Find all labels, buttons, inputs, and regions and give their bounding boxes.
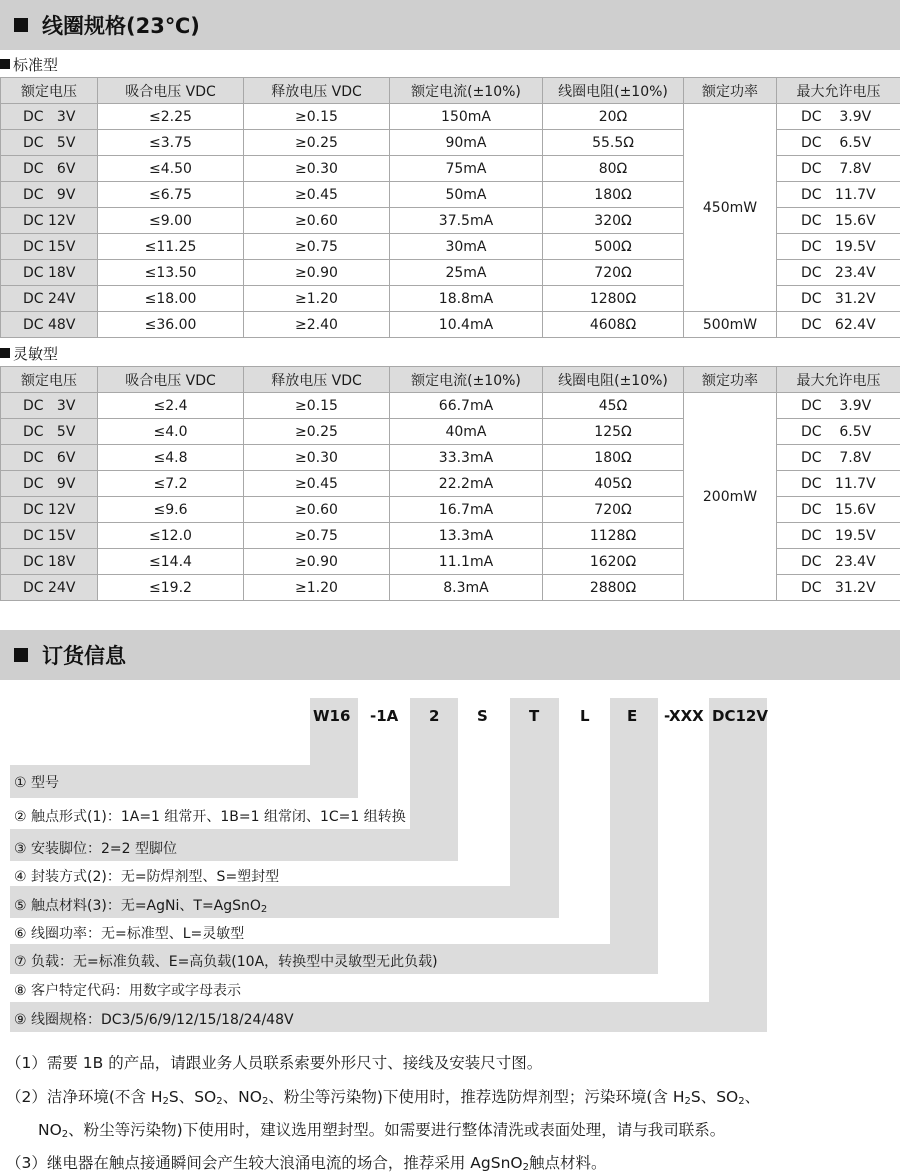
rated-voltage-cell: DC 9V	[1, 471, 98, 497]
rated-current-cell: 33.3mA	[390, 445, 543, 471]
column-header: 线圈电阻(±10%)	[543, 367, 684, 393]
code-bar-7	[610, 698, 658, 974]
pickup-voltage-cell: ≤6.75	[98, 182, 244, 208]
rated-current-cell: 75mA	[390, 156, 543, 182]
rated-voltage-cell: DC 5V	[1, 419, 98, 445]
release-voltage-cell: ≥0.45	[244, 182, 390, 208]
release-voltage-cell: ≥0.75	[244, 234, 390, 260]
order-item-8: ⑧ 客户特定代码：用数字或字母表示	[14, 980, 241, 1000]
pickup-voltage-cell: ≤7.2	[98, 471, 244, 497]
rated-voltage-cell: DC 48V	[1, 312, 98, 338]
release-voltage-cell: ≥1.20	[244, 575, 390, 601]
release-voltage-cell: ≥0.75	[244, 523, 390, 549]
item-row-1	[10, 765, 358, 798]
column-header: 最大允许电压	[777, 367, 900, 393]
coil-spec-header	[0, 0, 900, 50]
order-info-header	[0, 630, 900, 680]
pickup-voltage-cell: ≤4.50	[98, 156, 244, 182]
sensitive-type-heading	[0, 342, 58, 364]
pickup-voltage-cell: ≤2.4	[98, 393, 244, 419]
pickup-voltage-cell: ≤13.50	[98, 260, 244, 286]
table-header-row	[1, 367, 900, 393]
order-item-2: ② 触点形式(1)：1A=1 组常开、1B=1 组常闭、1C=1 组转换	[14, 806, 406, 826]
rated-voltage-cell: DC 18V	[1, 549, 98, 575]
coil-resistance-cell: 55.5Ω	[543, 130, 684, 156]
coil-resistance-cell: 20Ω	[543, 104, 684, 130]
rated-voltage-cell: DC 5V	[1, 130, 98, 156]
max-voltage-cell: DC 11.7V	[777, 471, 900, 497]
column-header: 额定电流(±10%)	[390, 367, 543, 393]
rated-voltage-cell: DC 12V	[1, 208, 98, 234]
coil-resistance-cell: 1128Ω	[543, 523, 684, 549]
pickup-voltage-cell: ≤14.4	[98, 549, 244, 575]
release-voltage-cell: ≥0.15	[244, 393, 390, 419]
max-voltage-cell: DC 62.4V	[777, 312, 900, 338]
rated-current-cell: 66.7mA	[390, 393, 543, 419]
pickup-voltage-cell: ≤9.00	[98, 208, 244, 234]
table-header-row	[1, 78, 900, 104]
rated-voltage-cell: DC 3V	[1, 393, 98, 419]
rated-current-cell: 50mA	[390, 182, 543, 208]
max-voltage-cell: DC 19.5V	[777, 523, 900, 549]
code-coil-power: L	[580, 707, 590, 725]
column-header: 吸合电压 VDC	[98, 78, 244, 104]
rated-current-cell: 25mA	[390, 260, 543, 286]
square-bullet-icon	[0, 59, 10, 69]
max-voltage-cell: DC 3.9V	[777, 104, 900, 130]
rated-power-cell: 200mW	[684, 393, 777, 601]
coil-resistance-cell: 1280Ω	[543, 286, 684, 312]
coil-resistance-cell: 405Ω	[543, 471, 684, 497]
max-voltage-cell: DC 6.5V	[777, 130, 900, 156]
rated-voltage-cell: DC 6V	[1, 156, 98, 182]
max-voltage-cell: DC 7.8V	[777, 445, 900, 471]
max-voltage-cell: DC 31.2V	[777, 286, 900, 312]
order-item-7: ⑦ 负载：无=标准负载、E=高负载(10A，转换型中灵敏型无此负载)	[14, 951, 438, 971]
release-voltage-cell: ≥2.40	[244, 312, 390, 338]
max-voltage-cell: DC 31.2V	[777, 575, 900, 601]
max-voltage-cell: DC 7.8V	[777, 156, 900, 182]
coil-resistance-cell: 4608Ω	[543, 312, 684, 338]
rated-power-cell: 450mW	[684, 104, 777, 312]
release-voltage-cell: ≥0.30	[244, 445, 390, 471]
order-item-9: ⑨ 线圈规格：DC3/5/6/9/12/15/18/24/48V	[14, 1009, 294, 1029]
rated-power-cell: 500mW	[684, 312, 777, 338]
release-voltage-cell: ≥0.60	[244, 208, 390, 234]
coil-resistance-cell: 320Ω	[543, 208, 684, 234]
rated-current-cell: 150mA	[390, 104, 543, 130]
code-customer: -XXX	[664, 707, 704, 725]
column-header: 最大允许电压	[777, 78, 900, 104]
rated-voltage-cell: DC 12V	[1, 497, 98, 523]
coil-resistance-cell: 80Ω	[543, 156, 684, 182]
rated-current-cell: 37.5mA	[390, 208, 543, 234]
coil-resistance-cell: 2880Ω	[543, 575, 684, 601]
rated-current-cell: 11.1mA	[390, 549, 543, 575]
release-voltage-cell: ≥0.90	[244, 260, 390, 286]
square-bullet-icon	[14, 18, 28, 32]
release-voltage-cell: ≥0.15	[244, 104, 390, 130]
release-voltage-cell: ≥1.20	[244, 286, 390, 312]
max-voltage-cell: DC 15.6V	[777, 497, 900, 523]
release-voltage-cell: ≥0.30	[244, 156, 390, 182]
coil-resistance-cell: 180Ω	[543, 182, 684, 208]
coil-resistance-cell: 1620Ω	[543, 549, 684, 575]
square-bullet-icon	[14, 648, 28, 662]
standard-type-heading	[0, 53, 58, 75]
standard-type-label: 标准型	[13, 54, 58, 75]
rated-voltage-cell: DC 24V	[1, 575, 98, 601]
coil-resistance-cell: 720Ω	[543, 260, 684, 286]
code-load: E	[627, 707, 637, 725]
release-voltage-cell: ≥0.60	[244, 497, 390, 523]
order-item-1: ① 型号	[14, 772, 59, 792]
pickup-voltage-cell: ≤4.8	[98, 445, 244, 471]
sensitive-spec-table	[0, 366, 900, 601]
rated-current-cell: 90mA	[390, 130, 543, 156]
coil-resistance-cell: 500Ω	[543, 234, 684, 260]
column-header: 额定电压	[1, 78, 98, 104]
table-row	[1, 104, 900, 130]
rated-voltage-cell: DC 6V	[1, 445, 98, 471]
rated-current-cell: 8.3mA	[390, 575, 543, 601]
order-item-4: ④ 封装方式(2)：无=防焊剂型、S=塑封型	[14, 866, 279, 886]
rated-voltage-cell: DC 18V	[1, 260, 98, 286]
rated-current-cell: 40mA	[390, 419, 543, 445]
code-bar-5	[510, 698, 559, 918]
standard-spec-table	[0, 77, 900, 338]
rated-voltage-cell: DC 9V	[1, 182, 98, 208]
order-item-3: ③ 安装脚位：2=2 型脚位	[14, 838, 177, 858]
pickup-voltage-cell: ≤9.6	[98, 497, 244, 523]
release-voltage-cell: ≥0.90	[244, 549, 390, 575]
note-3: （3）继电器在触点接通瞬间会产生较大浪涌电流的场合，推荐采用 AgSnO$_2$触点材料。	[6, 1151, 607, 1173]
pickup-voltage-cell: ≤36.00	[98, 312, 244, 338]
rated-current-cell: 22.2mA	[390, 471, 543, 497]
code-contact-form: -1A	[370, 707, 398, 725]
column-header: 线圈电阻(±10%)	[543, 78, 684, 104]
max-voltage-cell: DC 23.4V	[777, 260, 900, 286]
code-pin: 2	[429, 707, 439, 725]
release-voltage-cell: ≥0.45	[244, 471, 390, 497]
order-item-5: ⑤ 触点材料(3)：无=AgNi、T=AgSnO$_2$	[14, 895, 267, 915]
rated-voltage-cell: DC 15V	[1, 234, 98, 260]
column-header: 额定电压	[1, 367, 98, 393]
pickup-voltage-cell: ≤12.0	[98, 523, 244, 549]
max-voltage-cell: DC 6.5V	[777, 419, 900, 445]
rated-voltage-cell: DC 3V	[1, 104, 98, 130]
rated-current-cell: 10.4mA	[390, 312, 543, 338]
square-bullet-icon	[0, 348, 10, 358]
max-voltage-cell: DC 23.4V	[777, 549, 900, 575]
pickup-voltage-cell: ≤4.0	[98, 419, 244, 445]
column-header: 额定功率	[684, 78, 777, 104]
code-contact-material: T	[529, 707, 539, 725]
pickup-voltage-cell: ≤2.25	[98, 104, 244, 130]
column-header: 额定功率	[684, 367, 777, 393]
table-row	[1, 393, 900, 419]
coil-resistance-cell: 180Ω	[543, 445, 684, 471]
code-bar-9	[709, 698, 767, 1032]
coil-resistance-cell: 720Ω	[543, 497, 684, 523]
column-header: 吸合电压 VDC	[98, 367, 244, 393]
max-voltage-cell: DC 19.5V	[777, 234, 900, 260]
rated-current-cell: 18.8mA	[390, 286, 543, 312]
max-voltage-cell: DC 3.9V	[777, 393, 900, 419]
max-voltage-cell: DC 11.7V	[777, 182, 900, 208]
code-model: W16	[313, 707, 350, 725]
rated-voltage-cell: DC 15V	[1, 523, 98, 549]
code-package: S	[477, 707, 488, 725]
rated-current-cell: 16.7mA	[390, 497, 543, 523]
coil-resistance-cell: 125Ω	[543, 419, 684, 445]
pickup-voltage-cell: ≤11.25	[98, 234, 244, 260]
column-header: 释放电压 VDC	[244, 367, 390, 393]
column-header: 释放电压 VDC	[244, 78, 390, 104]
order-item-6: ⑥ 线圈功率：无=标准型、L=灵敏型	[14, 923, 244, 943]
rated-current-cell: 30mA	[390, 234, 543, 260]
note-2-line-1: （2）洁净环境(不含 $H_2S$、$SO_2$、$NO_2$、粉尘等污染物)下使用时，推荐选防焊剂型；污染环境(含 $H_2S$、$SO_2$、	[6, 1085, 760, 1107]
note-1: （1）需要 1B 的产品，请跟业务人员联系索要外形尺寸、接线及安装尺寸图。	[6, 1051, 542, 1073]
rated-voltage-cell: DC 24V	[1, 286, 98, 312]
note-2-line-2: $NO_2$、粉尘等污染物)下使用时，建议选用塑封型。如需要进行整体清洗或表面处理，请与我司联系。	[38, 1118, 725, 1140]
coil-resistance-cell: 45Ω	[543, 393, 684, 419]
max-voltage-cell: DC 15.6V	[777, 208, 900, 234]
pickup-voltage-cell: ≤18.00	[98, 286, 244, 312]
release-voltage-cell: ≥0.25	[244, 419, 390, 445]
sensitive-type-label: 灵敏型	[13, 343, 58, 364]
code-coil-spec: DC12V	[712, 707, 768, 725]
column-header: 额定电流(±10%)	[390, 78, 543, 104]
table-row	[1, 312, 900, 338]
release-voltage-cell: ≥0.25	[244, 130, 390, 156]
section-title: 订货信息	[42, 640, 126, 670]
pickup-voltage-cell: ≤19.2	[98, 575, 244, 601]
rated-current-cell: 13.3mA	[390, 523, 543, 549]
section-title: 线圈规格(23℃)	[42, 10, 200, 40]
pickup-voltage-cell: ≤3.75	[98, 130, 244, 156]
